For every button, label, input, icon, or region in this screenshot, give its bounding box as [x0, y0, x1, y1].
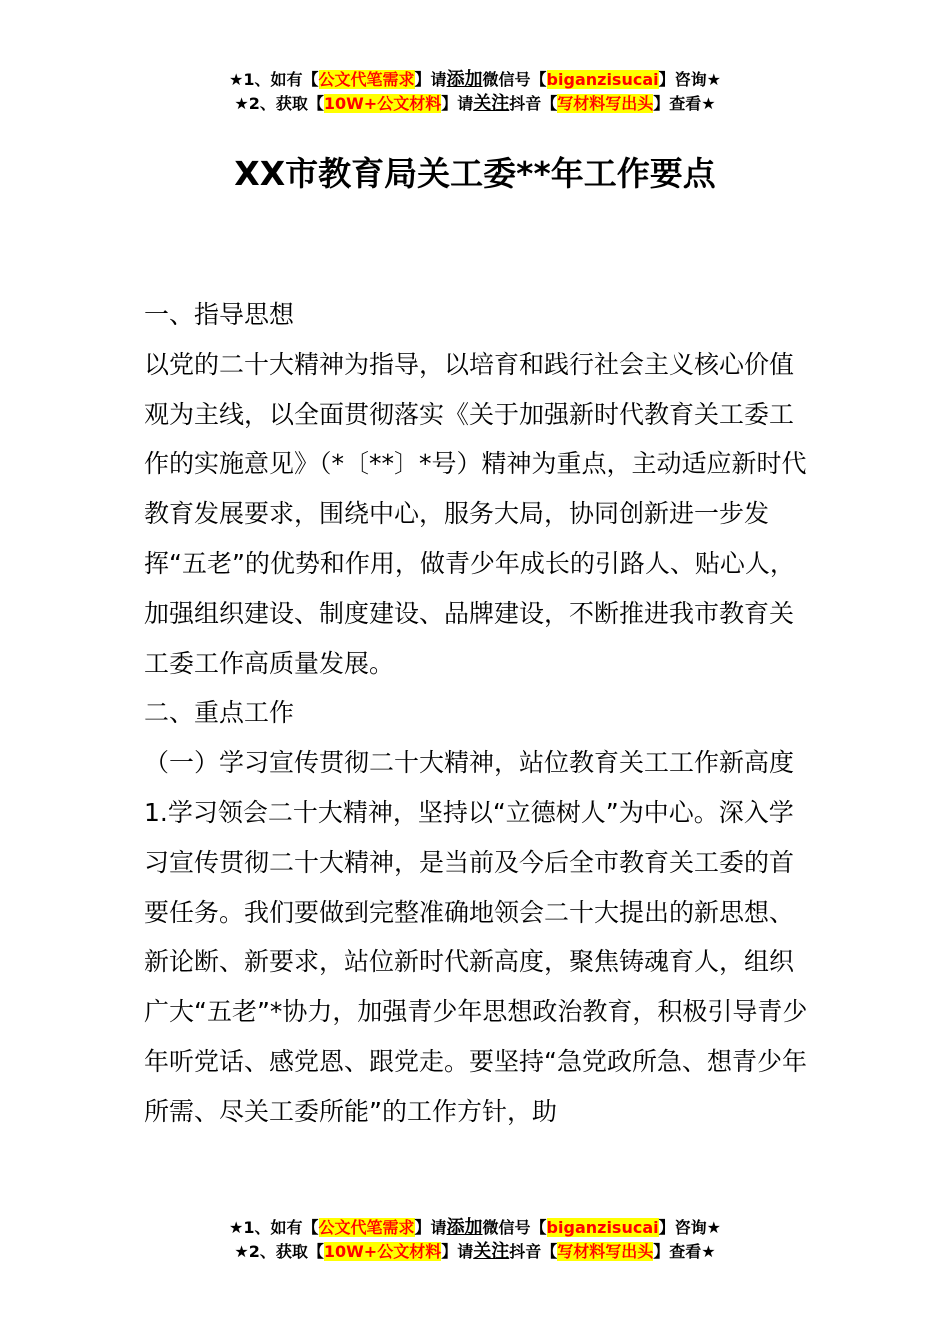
promo-text: 】查看★ [653, 94, 716, 113]
promo-wechat-id: biganzisucai [546, 1218, 659, 1237]
promo-add-label: 添加 [446, 1217, 483, 1238]
promo-douyin-id: 写材料写出头 [557, 1242, 654, 1261]
header-promo-banner [0, 68, 950, 116]
promo-highlight-service: 公文代笔需求 [318, 70, 415, 89]
paragraph-guiding-ideology: 以党的二十大精神为指导，以培育和践行社会主义核心价值观为主线，以全面贯彻落实《关于加强新时代教育关工委工作的实施意见》（*〔**〕*号）精神为重点，主动适应新时代教育发展要求，围绕中心，服务大局，协同创新进一步发挥“五老”的优势和作用，做青少年成长的引路人、贴心人，加强组织建设、制度建设、品牌建设，不断推进我市教育关工委工作高质量发展。 [144, 349, 807, 678]
promo-line-2 [0, 92, 950, 116]
promo-line-1 [0, 1216, 950, 1240]
paragraph-item-1: 1.学习领会二十大精神，坚持以“立德树人”为中心。深入学习宣传贯彻二十大精神，是当前及今后全市教育关工委的首要任务。我们要做到完整准确地领会二十大提出的新思想、新论断、新要求，站位新时代新高度，聚焦铸魂育人，组织广大“五老”*协力，加强青少年思想政治教育，积极引导青少年听党话、感党恩、跟党走。要坚持“急党政所急、想青少年所需、尽关工委所能”的工作方针，助 [144, 797, 808, 1126]
promo-text: 微信号【 [482, 70, 547, 89]
promo-follow-label: 关注 [473, 1241, 510, 1262]
promo-douyin-id: 写材料写出头 [557, 94, 654, 113]
section-heading-guiding-ideology: 一、指导思想 [144, 300, 295, 329]
promo-text: 】咨询★ [658, 1218, 721, 1237]
promo-text: 】请 [414, 70, 447, 89]
document-title: XX市教育局关工委**年工作要点 [234, 154, 716, 193]
promo-text: 】请 [414, 1218, 447, 1237]
promo-text: 微信号【 [482, 1218, 547, 1237]
subsection-heading-1: （一）学习宣传贯彻二十大精神，站位教育关工工作新高度 [144, 748, 795, 778]
promo-text: 】查看★ [653, 1242, 716, 1261]
promo-text: ★2、获取【 [234, 94, 324, 113]
promo-line-1 [0, 68, 950, 92]
promo-line-2 [0, 1240, 950, 1264]
document-body [144, 290, 809, 1137]
footer-promo-banner [0, 1216, 950, 1264]
promo-text: 抖音【 [509, 1242, 558, 1261]
promo-text: ★2、获取【 [234, 1242, 324, 1261]
promo-text: 】咨询★ [658, 70, 721, 89]
promo-text: 】请 [441, 1242, 474, 1261]
promo-highlight-service: 公文代笔需求 [318, 1218, 415, 1237]
promo-text: 】请 [441, 94, 474, 113]
section-heading-key-work: 二、重点工作 [144, 698, 295, 728]
promo-text: ★1、如有【 [229, 1218, 319, 1237]
promo-highlight-materials: 10W+公文材料 [323, 1242, 442, 1261]
promo-follow-label: 关注 [473, 93, 510, 114]
promo-text: ★1、如有【 [229, 70, 319, 89]
promo-text: 抖音【 [509, 94, 558, 113]
promo-wechat-id: biganzisucai [546, 70, 659, 89]
promo-add-label: 添加 [446, 69, 483, 90]
promo-highlight-materials: 10W+公文材料 [323, 94, 442, 113]
